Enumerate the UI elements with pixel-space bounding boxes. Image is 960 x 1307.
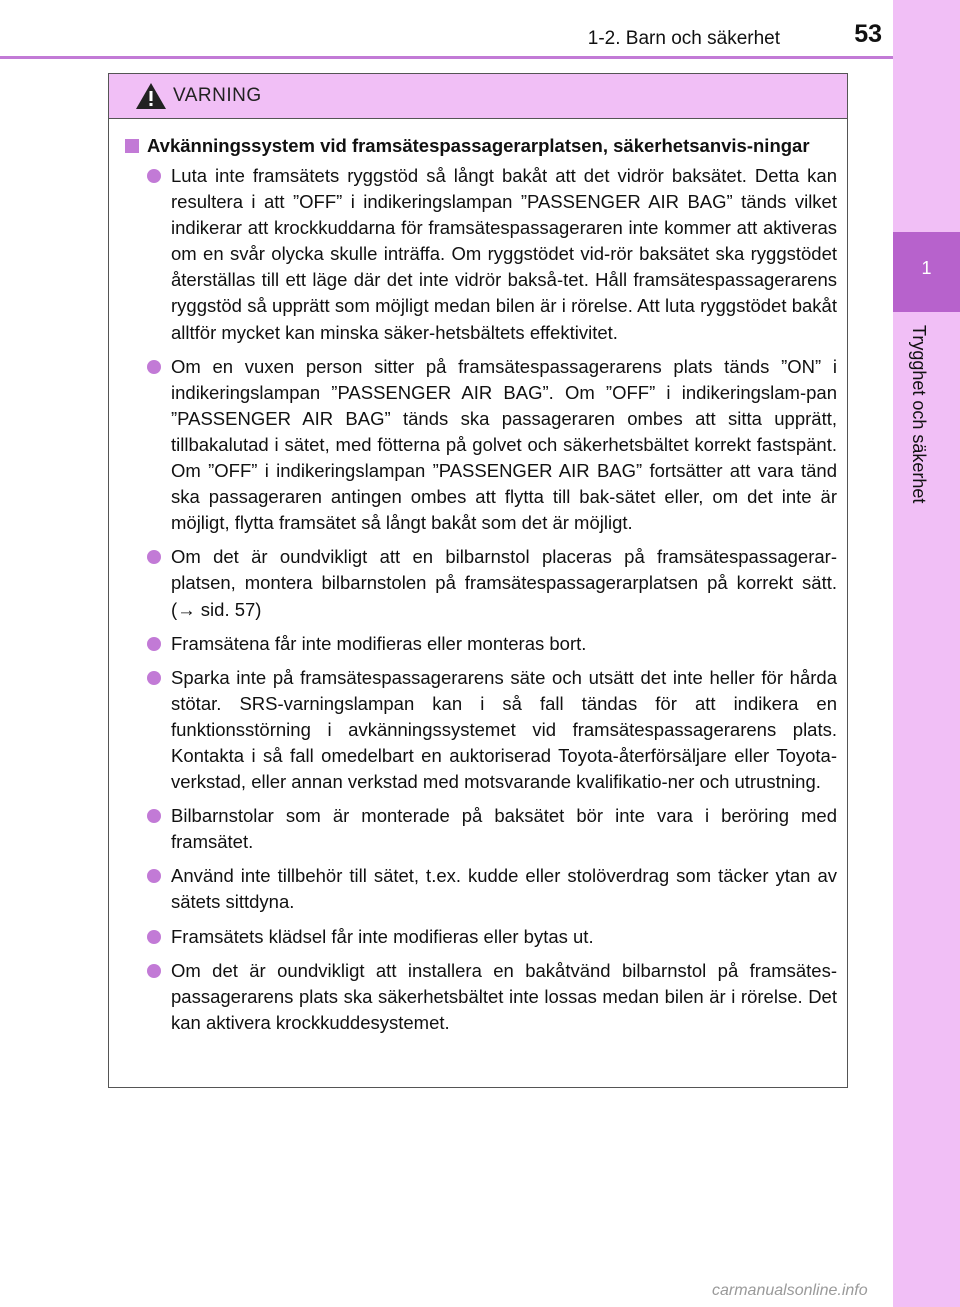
bullet-icon xyxy=(147,169,161,183)
watermark: carmanualsonline.info xyxy=(712,1282,868,1299)
warning-box xyxy=(108,73,848,1088)
list-item-text: Om en vuxen person sitter på framsätespassagerarens plats tänds ”ON” i indikeringslampan ”PASSENGER AIR BAG”. Om ”OFF” i indikeringslam-pan ”PASSENGER AIR BAG” tänds ska passageraren ombes att sitta upprätt, tillbakalutad i sätet, med fötterna på golvet och säkerhetsbältet korrekt fastspänt. Om ”OFF” i indikeringslampan ”PASSENGER AIR BAG” fortsätter att vara tänd ska passageraren antingen ombes att flytta till bak-sätet eller, om det inte är möjligt, flytta framsätet så långt bakåt som det är möjligt. xyxy=(171,355,837,534)
list-item-text: Om det är oundvikligt att installera en bakåtvänd bilbarnstol på framsätes-passagerarens plats ska säkerhetsbältet inte lossas medan bilen är i rörelse. Det kan aktivera krockkuddesystemet. xyxy=(171,959,837,1033)
list-item-text: Framsätets klädsel får inte modifieras eller bytas ut. xyxy=(171,925,594,947)
list-item xyxy=(125,354,837,537)
list-item-text: Framsätena får inte modifieras eller monteras bort. xyxy=(171,632,587,654)
warning-label: VARNING xyxy=(173,85,262,106)
warning-triangle-icon xyxy=(135,82,167,110)
list-item xyxy=(125,958,837,1036)
list-item xyxy=(125,863,837,915)
square-bullet-icon xyxy=(125,139,139,153)
list-item xyxy=(125,163,837,346)
bullet-icon xyxy=(147,869,161,883)
list-item xyxy=(125,665,837,795)
list-item xyxy=(125,544,837,622)
header-rule xyxy=(0,56,893,59)
list-item-text: Bilbarnstolar som är monterade på baksätet bör inte vara i beröring med framsätet. xyxy=(171,805,837,853)
bullet-icon xyxy=(147,964,161,978)
bullet-icon xyxy=(147,809,161,823)
list-item-text: Om det är oundvikligt att en bilbarnstol placeras på framsätespassagerar-platsen, montera bilbarnstolen på framsätespassagerarplatsen på korrekt sätt. (→ sid. 57) xyxy=(171,546,837,620)
warning-body xyxy=(109,119,847,1036)
list-item-text: Använd inte tillbehör till sätet, t.ex. kudde eller stolöverdrag som täcker ytan av sätets sittdyna. xyxy=(171,865,837,913)
chapter-title: Trygghet och säkerhet xyxy=(909,325,929,504)
list-item-text: Luta inte framsätets ryggstöd så långt bakåt att det vidrör baksätet. Detta kan resultera i att ”OFF” i indikeringslampan ”PASSENGER AIR BAG” tänds vilket indikerar att krockkuddarna för framsätespassageraren inte kommer att aktiveras om en svår olycka skulle inträffa. Om ryggstödet vid-rör baksätet ska ryggstödet återställas till ett läge där det inte vidrör bakså-tet. Håll framsätespassagerarens ryggstöd så upprätt som möjligt medan bilen är i rörelse. Att luta ryggstödet bakåt alltför mycket kan minska säker-hetsbältets effektivitet. xyxy=(171,165,837,343)
chapter-number: 1 xyxy=(921,258,932,278)
bullet-icon xyxy=(147,637,161,651)
warning-header xyxy=(109,74,847,119)
list-item xyxy=(125,631,837,657)
bullet-icon xyxy=(147,550,161,564)
side-tab xyxy=(893,0,960,1307)
section-title: 1-2. Barn och säkerhet xyxy=(587,28,780,49)
page-number: 53 xyxy=(854,20,882,48)
list-item xyxy=(125,803,837,855)
warning-subheading-text: Avkänningssystem vid framsätespassagerarplatsen, säkerhetsanvis-ningar xyxy=(147,135,810,156)
warning-subheading xyxy=(125,133,837,159)
bullet-icon xyxy=(147,930,161,944)
list-item-text: Sparka inte på framsätespassagerarens säte och utsätt det inte heller för hårda stötar. SRS-varningslampan kan i så fall tändas för att indikera en funktionsstörning i avkänningssystemet vid framsätespassagerarens plats. Kontakta i så fall omedelbart en auktoriserad Toyota-återförsäljare eller Toyota-verkstad, eller annan verkstad med motsvarande kvalifikatio-ner och utrustning. xyxy=(171,666,837,793)
bullet-icon xyxy=(147,671,161,685)
list-item xyxy=(125,924,837,950)
bullet-icon xyxy=(147,360,161,374)
